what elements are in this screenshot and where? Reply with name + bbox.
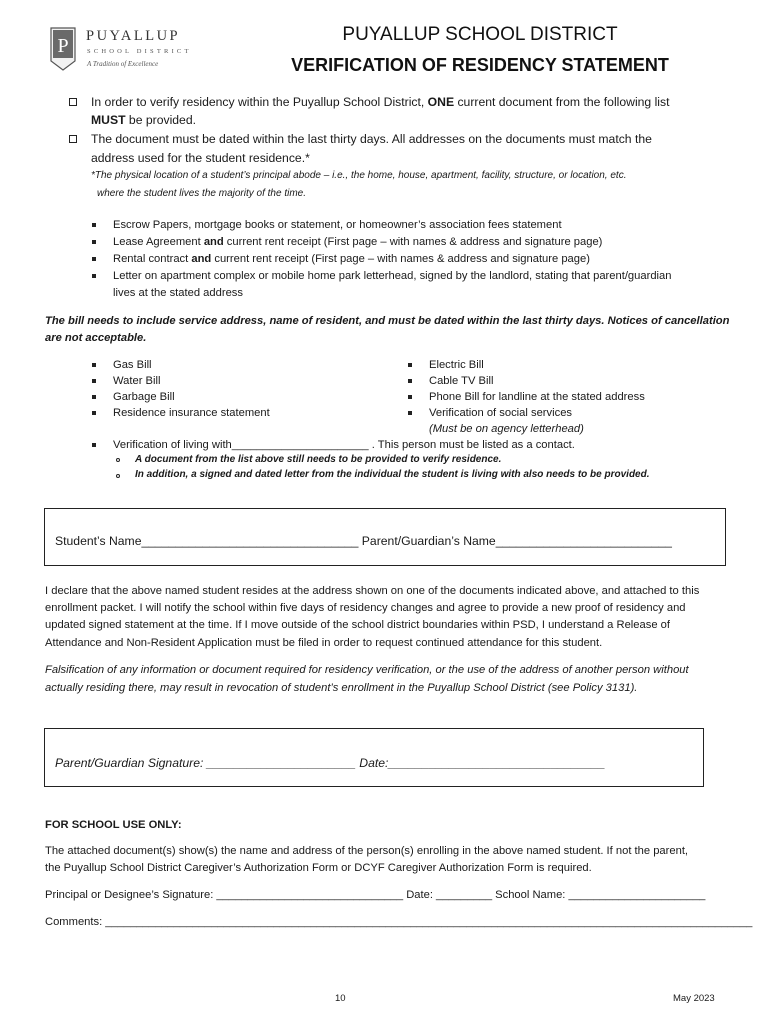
- abode-note: *The physical location of a student’s principal abode – i.e., the home, house, apartment, facility, structure, or location, etc.: [91, 170, 627, 181]
- bullet-icon: [92, 240, 96, 244]
- bullet-icon: [408, 395, 412, 399]
- form-title: VERIFICATION OF RESIDENCY STATEMENT: [291, 55, 669, 75]
- bill-item: Gas Bill: [113, 359, 152, 371]
- declaration-line: enrollment packet. I will notify the school within five days of residency changes and agree to provide a new proof of residency and: [45, 602, 686, 614]
- declaration-line: I declare that the above named student resides at the address shown on one of the documents indicated above, and attached to this: [45, 585, 700, 597]
- school-use-text-cont: the Puyallup School District Caregiver’s Authorization Form or DCYF Caregiver Authorization Form is required.: [45, 862, 592, 874]
- checkbox-icon: [69, 135, 77, 143]
- district-title: PUYALLUP SCHOOL DISTRICT: [342, 24, 618, 45]
- falsification-line: actually residing there, may result in revocation of student’s enrollment in the Puyallup School District (see Policy 3131).: [45, 682, 638, 694]
- circle-bullet-icon: [116, 458, 120, 462]
- names-row: [55, 532, 672, 550]
- declaration-line: updated signed statement at the time. If I move outside of the school district boundaries within PSD, I understand a Release of: [45, 619, 670, 631]
- intro-item-1: In order to verify residency within the Puyallup School District, ONE current document from the following list: [91, 95, 670, 109]
- bullet-icon: [92, 363, 96, 367]
- bill-item: Residence insurance statement: [113, 407, 270, 419]
- logo-tagline: A Tradition of Excellence: [87, 60, 159, 68]
- names-box: [44, 508, 726, 566]
- falsification-line: Falsification of any information or document required for residency verification, or the use of the address of another person without: [45, 664, 689, 676]
- principal-signature-field[interactable]: Principal or Designee’s Signature: ______________________________ Date: _________ School Name: ______________________: [45, 889, 706, 901]
- document-item: Escrow Papers, mortgage books or statement, or homeowner’s association fees statement: [113, 219, 562, 231]
- intro-item-2-cont: address used for the student residence.*: [91, 151, 310, 165]
- student-name-field[interactable]: ________________________________: [141, 534, 359, 548]
- bullet-icon: [92, 257, 96, 261]
- bullet-icon: [408, 363, 412, 367]
- living-with-sub-1: A document from the list above still needs to be provided to verify residence.: [135, 454, 502, 465]
- bullet-icon: [92, 379, 96, 383]
- document-item-cont: lives at the stated address: [113, 287, 243, 299]
- school-use-text: The attached document(s) show(s) the name and address of the person(s) enrolling in the above named student. If not the parent,: [45, 845, 689, 857]
- bullet-icon: [92, 443, 96, 447]
- parent-name-field[interactable]: __________________________: [495, 534, 672, 548]
- intro-item-1-cont: MUST be provided.: [91, 113, 196, 127]
- document-item: Letter on apartment complex or mobile home park letterhead, signed by the landlord, stating that parent/guardian: [113, 270, 672, 282]
- checkbox-icon: [69, 98, 77, 106]
- bill-item: Cable TV Bill: [429, 375, 494, 387]
- student-name-label: Student’s Name: [55, 534, 142, 548]
- logo-subtitle: SCHOOL DISTRICT: [87, 48, 192, 55]
- bullet-icon: [92, 223, 96, 227]
- bullet-icon: [408, 411, 412, 415]
- living-with-item: Verification of living with______________________ . This person must be listed as a contact.: [113, 439, 575, 451]
- signature-box: [44, 728, 704, 787]
- document-item: Rental contract and current rent receipt (First page – with names & address and signature page): [113, 253, 590, 265]
- bullet-icon: [92, 395, 96, 399]
- circle-bullet-icon: [116, 474, 120, 478]
- bill-item: Water Bill: [113, 375, 161, 387]
- bill-item: Phone Bill for landline at the stated address: [429, 391, 645, 403]
- bill-item: Garbage Bill: [113, 391, 175, 403]
- intro-item-2: The document must be dated within the last thirty days. All addresses on the documents must match the: [91, 132, 652, 146]
- bullet-icon: [92, 411, 96, 415]
- parent-name-label: Parent/Guardian’s Name: [358, 534, 496, 548]
- comments-field[interactable]: Comments: ________________________________________________________________________________________________________: [45, 916, 753, 928]
- logo-name: PUYALLUP: [86, 28, 181, 44]
- page-number: 10: [335, 993, 346, 1004]
- bill-note: The bill needs to include service address, name of resident, and must be dated within the last thirty days. Notices of cancellation: [45, 315, 730, 327]
- bill-item-note: (Must be on agency letterhead): [429, 423, 584, 435]
- bill-item: Verification of social services: [429, 407, 573, 419]
- logo-initial: P: [57, 35, 69, 57]
- footer-date: May 2023: [673, 993, 715, 1004]
- bullet-icon: [408, 379, 412, 383]
- signature-date-field[interactable]: Parent/Guardian Signature: ______________________ Date:________________________________: [55, 756, 606, 770]
- declaration-line: Attendance and Non-Resident Application must be filed in order to request continued attendance for this student.: [45, 637, 603, 649]
- document-item: Lease Agreement and current rent receipt (First page – with names & address and signature page): [113, 236, 603, 248]
- living-with-sub-2: In addition, a signed and dated letter from the individual the student is living with also needs to be provided.: [135, 469, 650, 480]
- bill-item: Electric Bill: [429, 359, 484, 371]
- school-use-heading: FOR SCHOOL USE ONLY:: [45, 819, 182, 831]
- abode-note-cont: where the student lives the majority of the time.: [97, 188, 306, 199]
- bullet-icon: [92, 274, 96, 278]
- bill-note-cont: are not acceptable.: [45, 332, 147, 344]
